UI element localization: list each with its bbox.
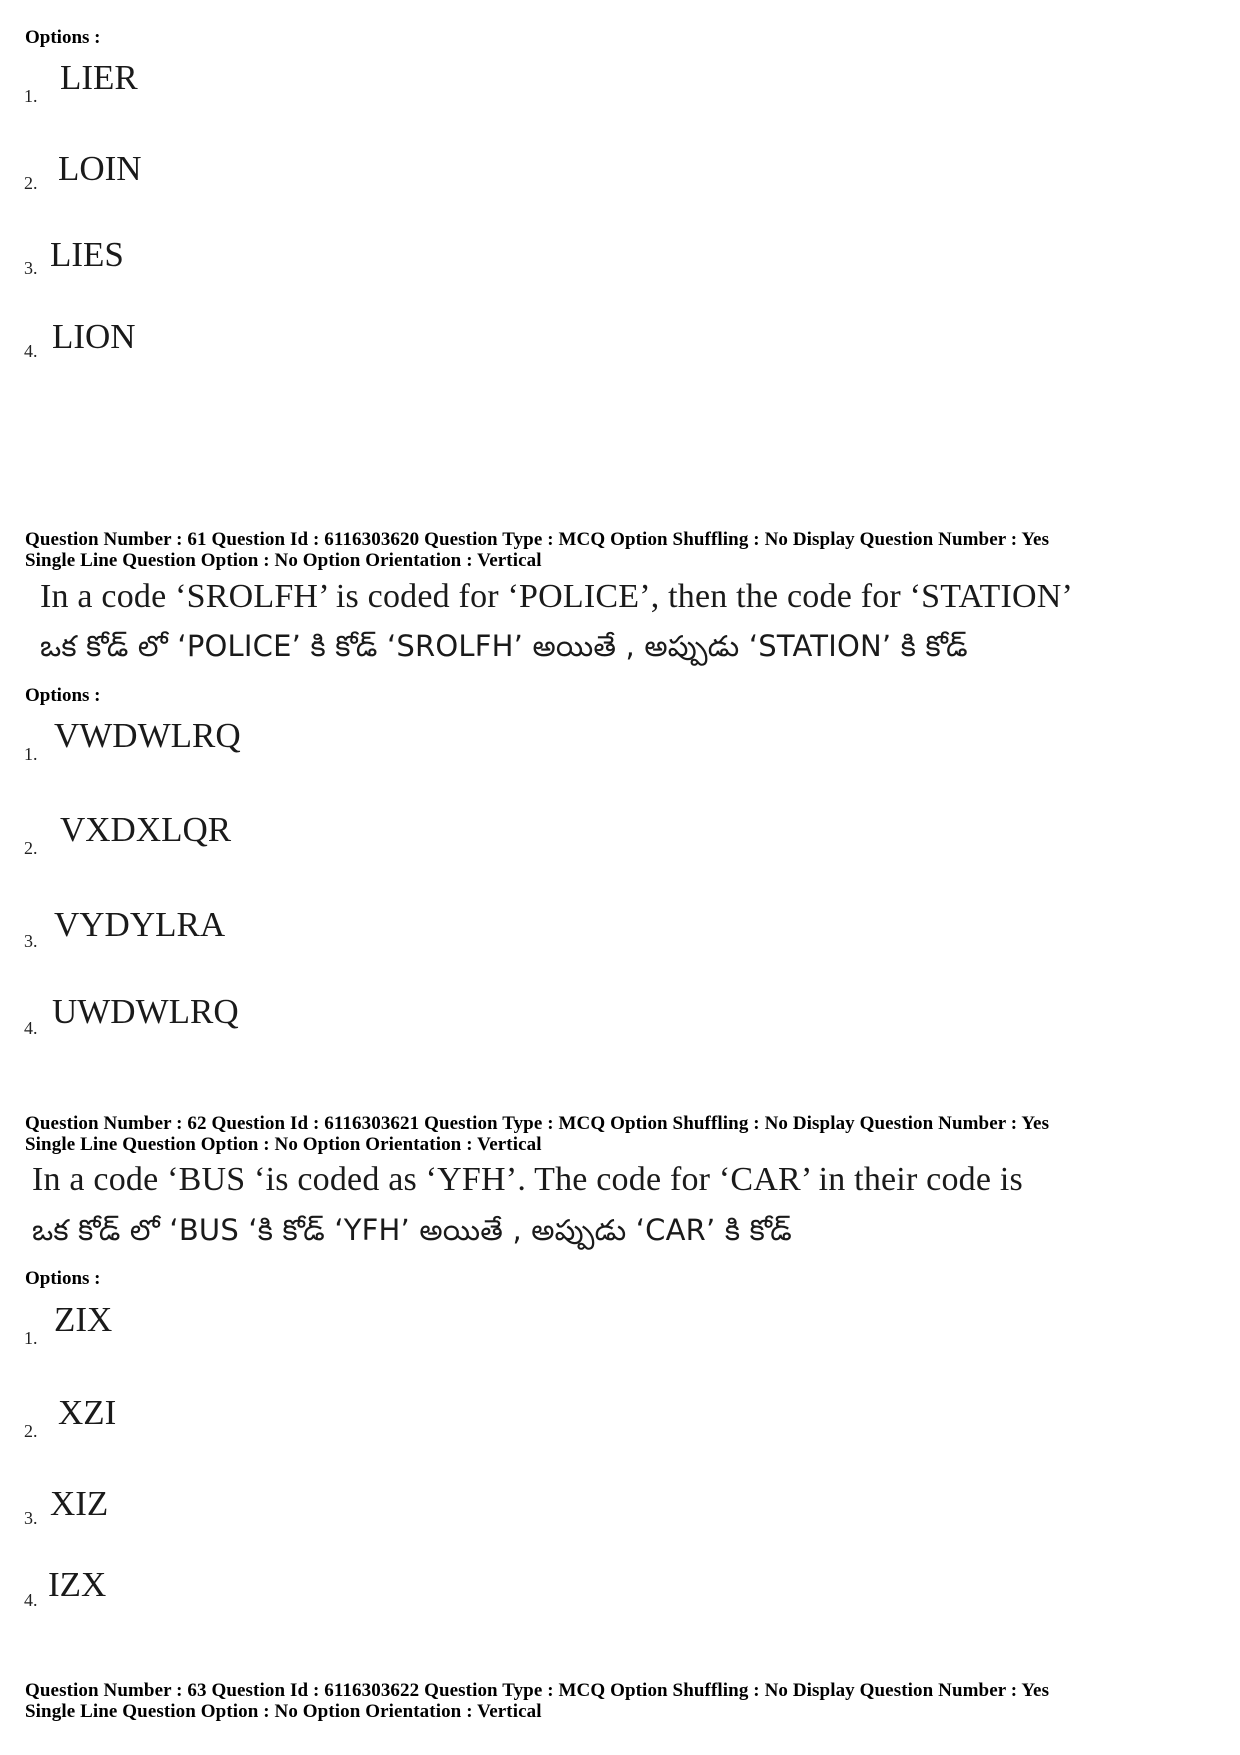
option-number: 4. bbox=[24, 1590, 38, 1610]
question-text-english: In a code ‘SROLFH’ is coded for ‘POLICE’, then the code for ‘STATION’ bbox=[40, 578, 1074, 615]
option-number: 4. bbox=[24, 1018, 38, 1038]
options-label: Options : bbox=[25, 27, 101, 48]
option-text: ZIX bbox=[54, 1300, 113, 1339]
option-text: LIER bbox=[60, 58, 138, 97]
option-text: LION bbox=[52, 317, 136, 356]
option-number: 4. bbox=[24, 341, 38, 361]
question-meta-line1: Question Number : 62 Question Id : 6116303621 Question Type : MCQ Option Shuffling : No Display Question Number : Yes bbox=[25, 1113, 1050, 1134]
option-number: 3. bbox=[24, 1508, 38, 1528]
options-label: Options : bbox=[25, 1268, 101, 1289]
option-number: 3. bbox=[24, 258, 38, 278]
option-number: 1. bbox=[24, 86, 38, 106]
option-text: VWDWLRQ bbox=[54, 716, 241, 755]
option-text: IZX bbox=[48, 1565, 107, 1604]
option-text: XZI bbox=[58, 1393, 117, 1432]
question-meta-line2: Single Line Question Option : No Option Orientation : Vertical bbox=[25, 550, 542, 571]
option-text: VYDYLRA bbox=[54, 905, 226, 944]
option-text: XIZ bbox=[50, 1484, 109, 1523]
option-number: 1. bbox=[24, 744, 38, 764]
question-meta-line2: Single Line Question Option : No Option Orientation : Vertical bbox=[25, 1701, 542, 1722]
option-text: UWDWLRQ bbox=[52, 992, 239, 1031]
option-text: LOIN bbox=[58, 149, 142, 188]
option-number: 2. bbox=[24, 173, 38, 193]
question-text-telugu: ఒక కోడ్ లో ‘BUS ‘కి కోడ్ ‘YFH’ అయితే , అప్పుడు ‘CAR’ కి కోడ్ bbox=[32, 1213, 792, 1247]
question-meta-line2: Single Line Question Option : No Option Orientation : Vertical bbox=[25, 1134, 542, 1155]
question-text-english: In a code ‘BUS ‘is coded as ‘YFH’. The code for ‘CAR’ in their code is bbox=[32, 1161, 1023, 1198]
option-number: 2. bbox=[24, 1421, 38, 1441]
option-text: VXDXLQR bbox=[60, 810, 232, 849]
question-text-telugu: ఒక కోడ్ లో ‘POLICE’ కి కోడ్ ‘SROLFH’ అయితే , అప్పుడు ‘STATION’ కి కోడ్ bbox=[40, 629, 968, 663]
option-number: 2. bbox=[24, 838, 38, 858]
options-label: Options : bbox=[25, 685, 101, 706]
question-meta-line1: Question Number : 61 Question Id : 6116303620 Question Type : MCQ Option Shuffling : No Display Question Number : Yes bbox=[25, 529, 1050, 550]
option-number: 1. bbox=[24, 1328, 38, 1348]
option-text: LIES bbox=[50, 235, 124, 274]
option-number: 3. bbox=[24, 931, 38, 951]
question-meta-line1: Question Number : 63 Question Id : 6116303622 Question Type : MCQ Option Shuffling : No Display Question Number : Yes bbox=[25, 1680, 1050, 1701]
